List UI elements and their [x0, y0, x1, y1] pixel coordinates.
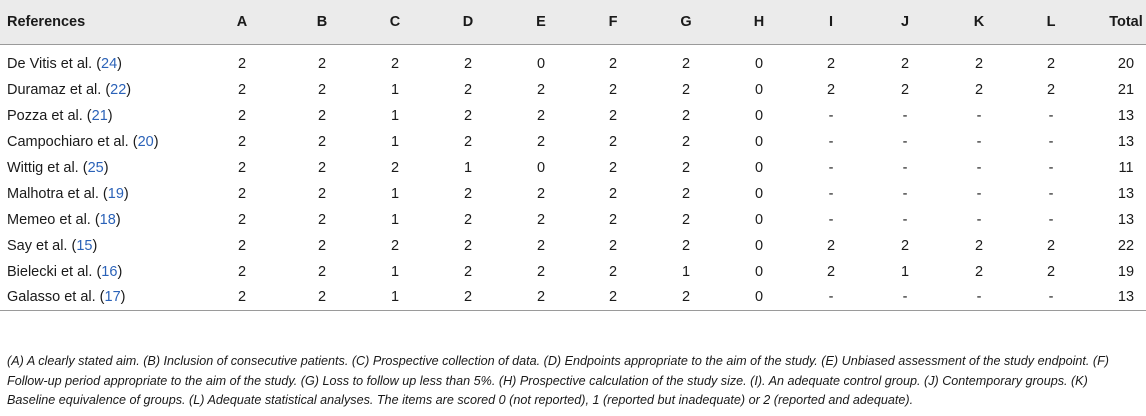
score-cell-e: 0 [536, 159, 546, 176]
score-cell-f: 2 [608, 81, 618, 98]
score-cell-i: 2 [826, 237, 836, 254]
score-cell-j: 2 [900, 237, 910, 254]
score-cell-a: 2 [237, 185, 247, 202]
column-header-g: G [648, 0, 724, 44]
score-cell-f: 2 [608, 237, 618, 254]
score-cell-d: 2 [463, 133, 473, 150]
total-score-cell: 13 [1117, 133, 1135, 150]
column-header-b: B [286, 0, 358, 44]
score-cell-c: 1 [390, 263, 400, 280]
score-cell-h: 0 [724, 285, 794, 311]
score-cell-h: 0 [754, 81, 764, 98]
score-cell-b: 2 [317, 263, 327, 280]
score-cell-a: 2 [198, 285, 286, 311]
score-cell-l: - [1048, 159, 1054, 176]
reference-author: Duramaz et al. ( [7, 81, 111, 98]
score-cell-e: 2 [536, 133, 546, 150]
reference-cell [0, 44, 198, 77]
citation-link[interactable]: 19 [107, 185, 124, 202]
score-cell-d: 2 [463, 211, 473, 228]
score-cell-h: 0 [754, 133, 764, 150]
reference-author: Memeo et al. ( [7, 211, 100, 228]
reference-cell [0, 259, 198, 285]
reference-author: Bielecki et al. ( [7, 263, 102, 280]
citation-link[interactable]: 21 [91, 107, 108, 124]
score-cell-i: - [828, 107, 834, 124]
score-cell-g: 2 [681, 211, 691, 228]
table-row [0, 77, 1146, 103]
citation-link[interactable]: 17 [104, 289, 121, 306]
score-cell-h: 0 [754, 159, 764, 176]
table-row [0, 207, 1146, 233]
score-cell-a: 2 [237, 211, 247, 228]
score-cell-g: 2 [681, 237, 691, 254]
citation-link[interactable]: 22 [110, 81, 127, 98]
reference-close-paren: ) [92, 237, 98, 254]
score-cell-l: 2 [1046, 237, 1056, 254]
score-cell-l: 2 [1046, 55, 1056, 72]
score-cell-b: 2 [317, 211, 327, 228]
table-row [0, 259, 1146, 285]
score-cell-f: 2 [608, 263, 618, 280]
score-cell-j: 2 [900, 81, 910, 98]
score-cell-k: 2 [974, 237, 984, 254]
score-cell-c: 1 [390, 81, 400, 98]
total-score-cell: 13 [1086, 285, 1146, 311]
reference-close-paren: ) [103, 159, 109, 176]
score-cell-i: 2 [826, 55, 836, 72]
score-cell-j: - [902, 211, 908, 228]
column-header-total: Total [1086, 0, 1146, 44]
score-cell-b: 2 [317, 133, 327, 150]
reference-cell [0, 77, 198, 103]
score-cell-l: - [1048, 211, 1054, 228]
reference-cell [0, 155, 198, 181]
score-cell-a: 2 [237, 263, 247, 280]
score-cell-k: - [976, 107, 982, 124]
score-cell-h: 0 [754, 263, 764, 280]
score-cell-i: 2 [826, 263, 836, 280]
table-footnote: (A) A clearly stated aim. (B) Inclusion of consecutive patients. (C) Prospective collection of data. (D) Endpoints appropriate to the aim of the study. (E) Unbiased assessment of the study endpoint. (F) Follow-up period appropriate to the aim of the study. (G) Loss to follow up less than 5%. (H) Prospective calculation of the study size. (I). An adequate control group. (J) Contemporary groups. (K) Baseline equivalence of groups. (L) Adequate statistical analyses. The items are scored 0 (not reported), 1 (reported but inadequate) or 2 (reported and adequate). [7, 354, 1110, 407]
score-cell-b: 2 [317, 159, 327, 176]
table-row [0, 155, 1146, 181]
score-cell-g: 2 [681, 81, 691, 98]
reference-close-paren: ) [126, 81, 132, 98]
score-cell-f: 2 [608, 211, 618, 228]
score-cell-f: 2 [608, 133, 618, 150]
score-cell-l: 2 [1046, 263, 1056, 280]
score-cell-c: 2 [390, 159, 400, 176]
reference-close-paren: ) [153, 133, 159, 150]
reference-author: Pozza et al. ( [7, 107, 92, 124]
reference-cell [0, 207, 198, 233]
score-cell-j: 1 [900, 263, 910, 280]
score-cell-l: - [1016, 285, 1086, 311]
column-header-references: References [0, 0, 198, 44]
score-cell-h: 0 [754, 237, 764, 254]
reference-author: De Vitis et al. ( [7, 55, 102, 72]
score-cell-d: 2 [463, 185, 473, 202]
total-score-cell: 21 [1117, 81, 1135, 98]
reference-cell [0, 129, 198, 155]
column-header-i: I [794, 0, 868, 44]
citation-link[interactable]: 15 [76, 237, 93, 254]
reference-author: Say et al. ( [7, 237, 77, 254]
reference-close-paren: ) [107, 107, 113, 124]
score-cell-c: 1 [390, 107, 400, 124]
reference-cell [0, 285, 198, 311]
column-header-k: K [942, 0, 1016, 44]
score-cell-i: - [828, 133, 834, 150]
table-row [0, 103, 1146, 129]
score-cell-d: 2 [463, 107, 473, 124]
table-row [0, 181, 1146, 207]
score-cell-a: 2 [237, 55, 247, 72]
score-cell-f: 2 [608, 107, 618, 124]
score-cell-b: 2 [317, 107, 327, 124]
citation-link[interactable]: 24 [101, 55, 118, 72]
column-header-c: C [358, 0, 432, 44]
table-row [0, 285, 1146, 311]
score-cell-g: 2 [681, 133, 691, 150]
score-cell-i: - [828, 159, 834, 176]
score-cell-d: 2 [432, 285, 504, 311]
reference-close-paren: ) [117, 55, 123, 72]
score-cell-a: 2 [237, 237, 247, 254]
score-cell-a: 2 [237, 107, 247, 124]
score-cell-e: 2 [536, 211, 546, 228]
reference-author: Wittig et al. ( [7, 159, 88, 176]
reference-close-paren: ) [120, 289, 126, 306]
score-cell-e: 2 [504, 285, 578, 311]
table-row [0, 44, 1146, 77]
reference-cell [0, 181, 198, 207]
column-header-d: D [432, 0, 504, 44]
score-cell-l: - [1048, 185, 1054, 202]
column-header-l: L [1016, 0, 1086, 44]
table-row [0, 129, 1146, 155]
score-cell-i: - [828, 185, 834, 202]
score-cell-i: - [794, 285, 868, 311]
score-cell-d: 2 [463, 237, 473, 254]
score-cell-f: 2 [608, 159, 618, 176]
score-cell-i: 2 [826, 81, 836, 98]
score-cell-g: 2 [681, 55, 691, 72]
score-cell-h: 0 [754, 55, 764, 72]
score-cell-l: - [1048, 133, 1054, 150]
score-cell-d: 2 [463, 55, 473, 72]
score-cell-h: 0 [754, 185, 764, 202]
score-cell-a: 2 [237, 159, 247, 176]
score-cell-d: 2 [463, 263, 473, 280]
score-cell-b: 2 [317, 185, 327, 202]
column-header-e: E [504, 0, 578, 44]
reference-close-paren: ) [123, 185, 129, 202]
score-cell-a: 2 [237, 133, 247, 150]
table-body [0, 44, 1146, 311]
score-cell-g: 2 [648, 285, 724, 311]
score-cell-c: 2 [390, 237, 400, 254]
table-row [0, 233, 1146, 259]
total-score-cell: 13 [1117, 211, 1135, 228]
score-cell-b: 2 [317, 55, 327, 72]
score-cell-e: 2 [536, 185, 546, 202]
reference-cell [0, 103, 198, 129]
score-cell-c: 1 [390, 133, 400, 150]
score-cell-l: - [1048, 107, 1054, 124]
total-score-cell: 11 [1118, 159, 1134, 176]
score-cell-b: 2 [317, 237, 327, 254]
total-score-cell: 19 [1117, 263, 1135, 280]
score-cell-f: 2 [578, 285, 648, 311]
reference-author: Campochiaro et al. ( [7, 133, 138, 150]
score-cell-i: - [828, 211, 834, 228]
score-cell-j: - [868, 285, 942, 311]
total-score-cell: 13 [1117, 185, 1135, 202]
score-cell-g: 2 [681, 185, 691, 202]
score-cell-k: - [976, 133, 982, 150]
score-cell-g: 1 [681, 263, 691, 280]
score-cell-k: 2 [974, 81, 984, 98]
score-cell-k: - [942, 285, 1016, 311]
score-cell-j: - [902, 185, 908, 202]
score-cell-c: 1 [390, 185, 400, 202]
score-cell-j: - [902, 107, 908, 124]
column-header-j: J [868, 0, 942, 44]
reference-author: Galasso et al. ( [7, 289, 105, 306]
table-header-row [0, 0, 1146, 44]
score-cell-j: - [902, 159, 908, 176]
citation-link[interactable]: 16 [101, 263, 118, 280]
score-cell-c: 1 [358, 285, 432, 311]
score-cell-j: 2 [900, 55, 910, 72]
score-cell-k: - [976, 159, 982, 176]
score-cell-e: 2 [536, 81, 546, 98]
score-cell-k: - [976, 185, 982, 202]
score-cell-j: - [902, 133, 908, 150]
score-cell-l: 2 [1046, 81, 1056, 98]
reference-close-paren: ) [115, 211, 121, 228]
score-cell-b: 2 [286, 285, 358, 311]
score-cell-h: 0 [754, 211, 764, 228]
score-cell-k: 2 [974, 55, 984, 72]
score-cell-d: 2 [463, 81, 473, 98]
total-score-cell: 22 [1117, 237, 1135, 254]
score-cell-k: - [976, 211, 982, 228]
total-score-cell: 20 [1117, 55, 1135, 72]
reference-close-paren: ) [117, 263, 123, 280]
column-header-a: A [198, 0, 286, 44]
citation-link[interactable]: 20 [137, 133, 154, 150]
score-cell-e: 2 [536, 107, 546, 124]
reference-author: Malhotra et al. ( [7, 185, 108, 202]
score-cell-e: 2 [536, 237, 546, 254]
column-header-h: H [724, 0, 794, 44]
score-cell-f: 2 [608, 55, 618, 72]
score-cell-b: 2 [317, 81, 327, 98]
reference-cell [0, 233, 198, 259]
score-cell-f: 2 [608, 185, 618, 202]
score-cell-k: 2 [974, 263, 984, 280]
score-cell-e: 2 [536, 263, 546, 280]
score-cell-d: 1 [463, 159, 473, 176]
score-cell-h: 0 [754, 107, 764, 124]
score-cell-c: 1 [390, 211, 400, 228]
score-cell-a: 2 [237, 81, 247, 98]
total-score-cell: 13 [1117, 107, 1135, 124]
score-cell-c: 2 [390, 55, 400, 72]
score-cell-g: 2 [681, 107, 691, 124]
citation-link[interactable]: 25 [87, 159, 104, 176]
citation-link[interactable]: 18 [99, 211, 116, 228]
score-cell-e: 0 [536, 55, 546, 72]
score-cell-g: 2 [681, 159, 691, 176]
column-header-f: F [578, 0, 648, 44]
